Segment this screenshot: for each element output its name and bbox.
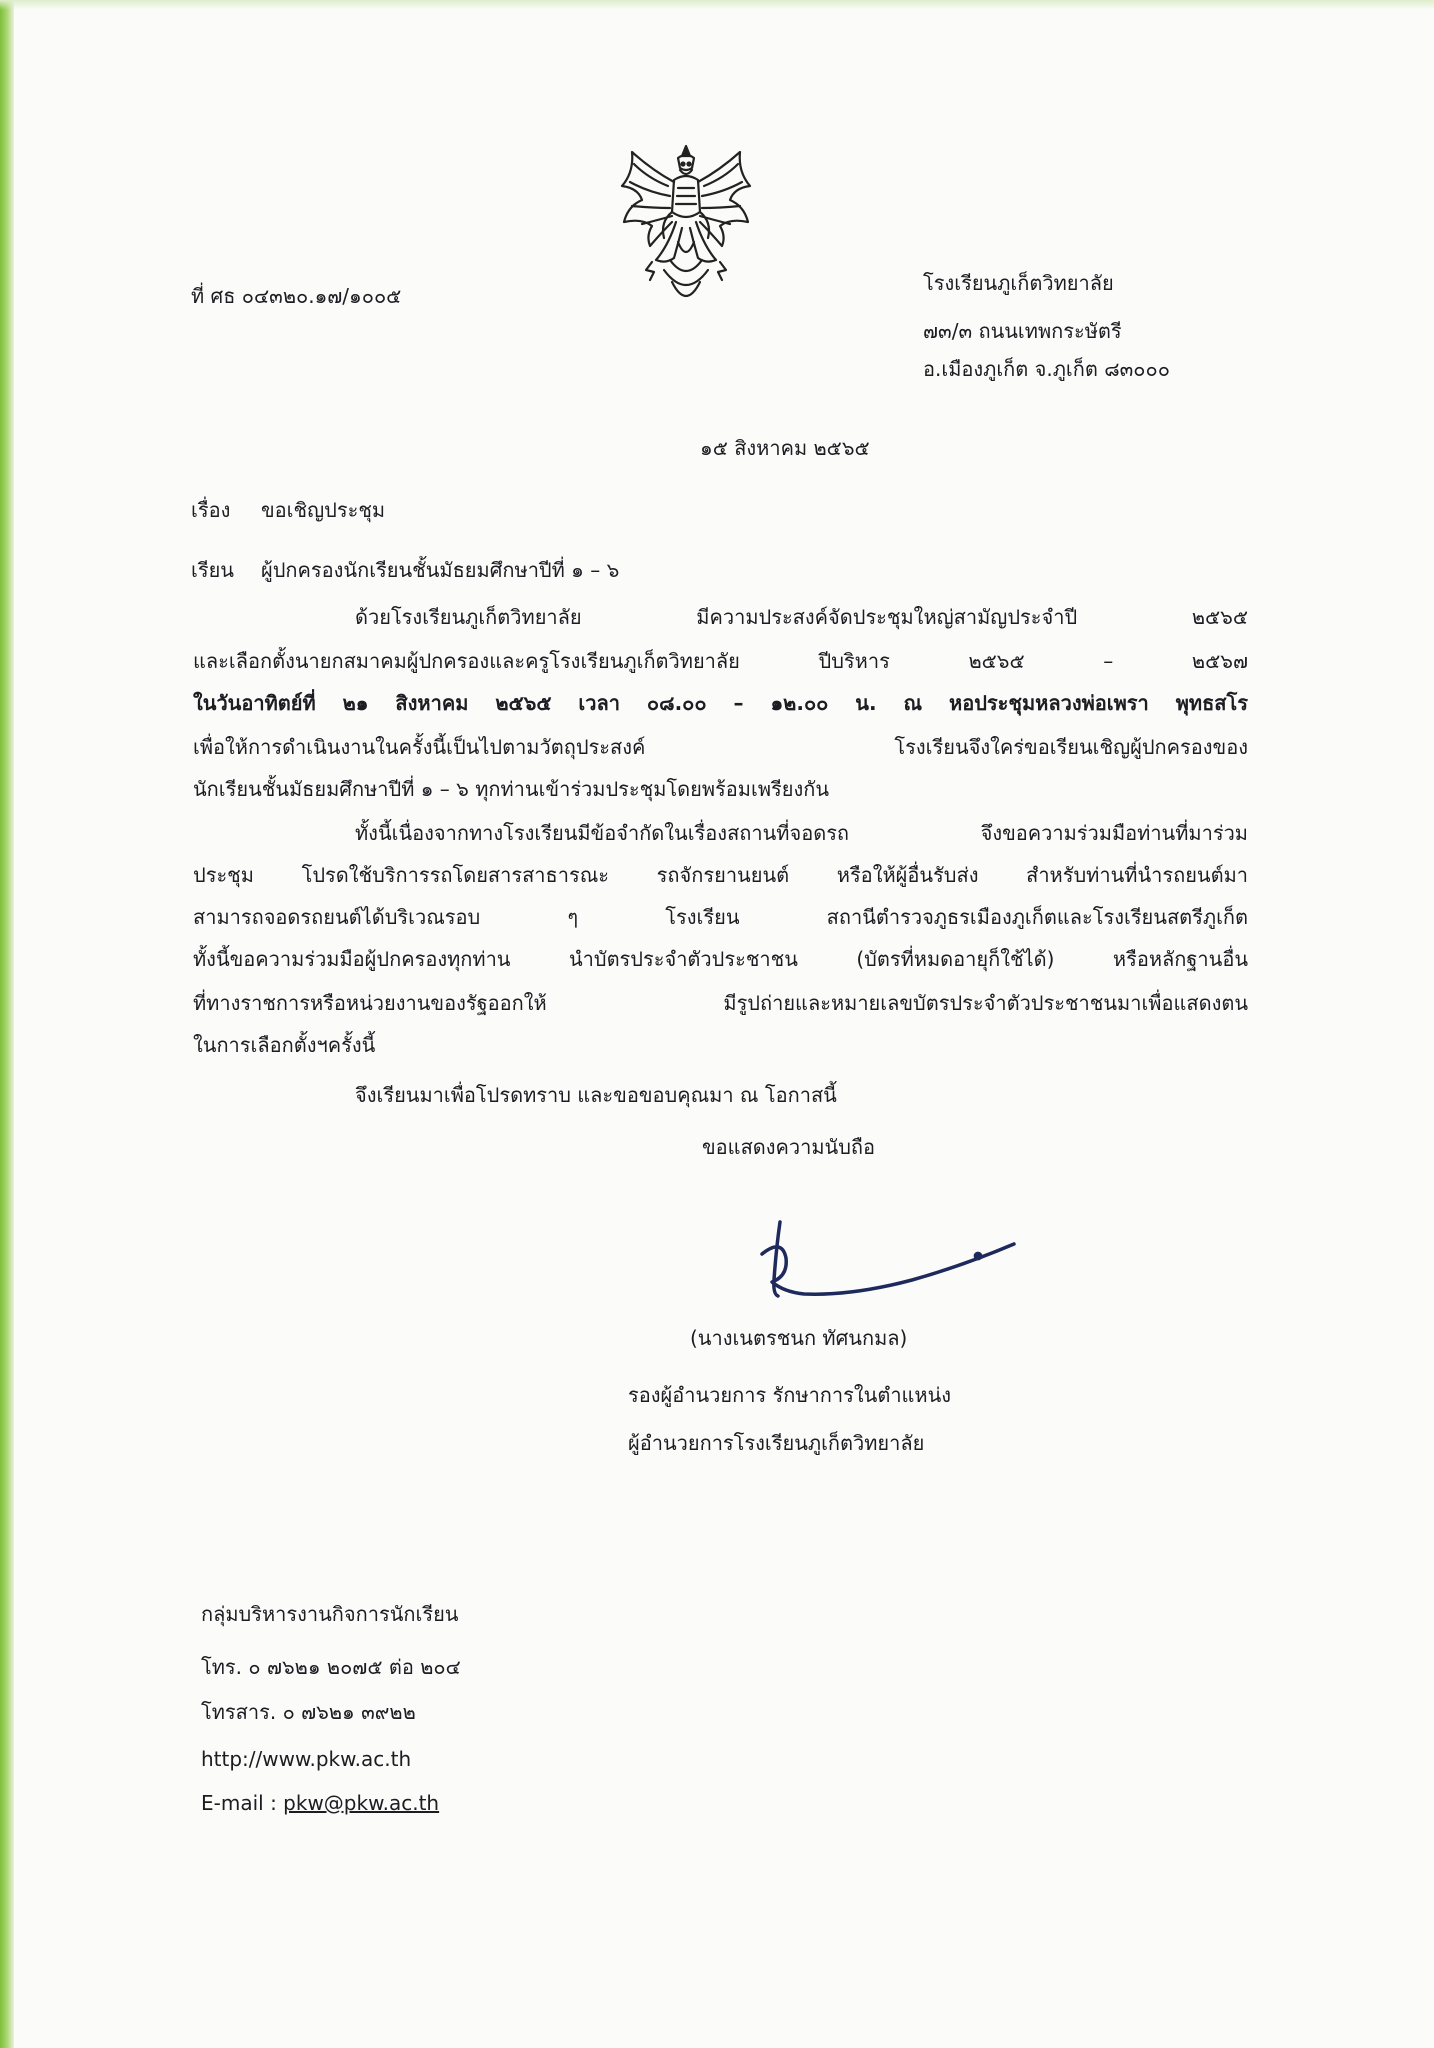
subject-text: ขอเชิญประชุม	[261, 498, 386, 522]
salutation: ขอแสดงความนับถือ	[702, 1135, 876, 1159]
subject-label: เรื่อง	[191, 498, 231, 522]
reference-number: ที่ ศธ ๐๔๓๒๐.๑๗/๑๐๐๕	[191, 284, 402, 308]
email-line	[201, 1790, 439, 1816]
recipient-text: ผู้ปกครองนักเรียนชั้นมัธยมศึกษาปีที่ ๑ – ๖	[261, 558, 620, 582]
department-name: กลุ่มบริหารงานกิจการนักเรียน	[201, 1602, 459, 1626]
website-url[interactable]: http://www.pkw.ac.th	[201, 1747, 412, 1771]
para2-line-4: ทั้งนี้ขอความร่วมมือผู้ปกครองทุกท่าน นำบัตรประจำตัวประชาชน (บัตรที่หมดอายุก็ใช้ได้) หรือหลักฐานอื่น	[193, 947, 1248, 971]
recipient-label: เรียน	[191, 558, 234, 582]
school-name: โรงเรียนภูเก็ตวิทยาลัย	[923, 271, 1114, 295]
para1-line-1: ด้วยโรงเรียนภูเก็ตวิทยาลัย มีความประสงค์จัดประชุมใหญ่สามัญประจำปี ๒๕๖๕	[355, 605, 1248, 629]
address-line-1: ๗๓/๓ ถนนเทพกระษัตรี	[923, 319, 1122, 343]
fax-number: โทรสาร. ๐ ๗๖๒๑ ๓๙๒๒	[201, 1700, 416, 1724]
green-binder-edge	[0, 0, 14, 2048]
signatory-title-2: ผู้อำนวยการโรงเรียนภูเก็ตวิทยาลัย	[628, 1431, 925, 1455]
para2-line-1: ทั้งนี้เนื่องจากทางโรงเรียนมีข้อจำกัดในเรื่องสถานที่จอดรถ จึงขอความร่วมมือท่านที่มาร่วม	[355, 821, 1248, 845]
address-line-2: อ.เมืองภูเก็ต จ.ภูเก็ต ๘๓๐๐๐	[923, 357, 1170, 381]
phone-number: โทร. ๐ ๗๖๒๑ ๒๐๗๕ ต่อ ๒๐๔	[201, 1655, 461, 1679]
signatory-title-1: รองผู้อำนวยการ รักษาการในตำแหน่ง	[628, 1383, 952, 1407]
para2-line-6: ในการเลือกตั้งฯครั้งนี้	[193, 1033, 376, 1057]
letter-date: ๑๕ สิงหาคม ๒๕๖๕	[700, 436, 870, 460]
handwritten-signature	[742, 1210, 1032, 1310]
para2-line-2: ประชุม โปรดใช้บริการรถโดยสารสาธารณะ รถจักรยานยนต์ หรือให้ผู้อื่นรับส่ง สำหรับท่านที่นำรถยนต์มา	[193, 863, 1248, 887]
para1-line-2: และเลือกตั้งนายกสมาคมผู้ปกครองและครูโรงเรียนภูเก็ตวิทยาลัย ปีบริหาร ๒๕๖๕ – ๒๕๖๗	[193, 649, 1248, 673]
para2-line-3: สามารถจอดรถยนต์ได้บริเวณรอบ ๆ โรงเรียน สถานีตำรวจภูธรเมืองภูเก็ตและโรงเรียนสตรีภูเก็ต	[193, 905, 1248, 929]
para1-line-5: นักเรียนชั้นมัธยมศึกษาปีที่ ๑ – ๖ ทุกท่านเข้าร่วมประชุมโดยพร้อมเพรียงกัน	[193, 777, 830, 801]
signatory-name: (นางเนตรชนก ทัศนกมล)	[690, 1326, 908, 1350]
email-label: E-mail :	[201, 1791, 277, 1815]
garuda-emblem-icon	[612, 142, 760, 314]
para1-line-3-meeting-details: ในวันอาทิตย์ที่ ๒๑ สิงหาคม ๒๕๖๕ เวลา ๐๘.๐๐ – ๑๒.๐๐ น. ณ หอประชุมหลวงพ่อเพรา พุทธสโร	[193, 691, 1248, 715]
para2-line-5: ที่ทางราชการหรือหน่วยงานของรัฐออกให้ มีรูปถ่ายและหมายเลขบัตรประจำตัวประชาชนมาเพื่อแสดงตน	[193, 991, 1248, 1015]
para1-line-4: เพื่อให้การดำเนินงานในครั้งนี้เป็นไปตามวัตถุประสงค์ โรงเรียนจึงใคร่ขอเรียนเชิญผู้ปกครองของ	[193, 735, 1248, 759]
closing-sentence: จึงเรียนมาเพื่อโปรดทราบ และขอขอบคุณมา ณ โอกาสนี้	[355, 1083, 837, 1107]
email-link[interactable]: pkw@pkw.ac.th	[283, 1791, 440, 1815]
top-edge-tint	[0, 0, 1434, 10]
